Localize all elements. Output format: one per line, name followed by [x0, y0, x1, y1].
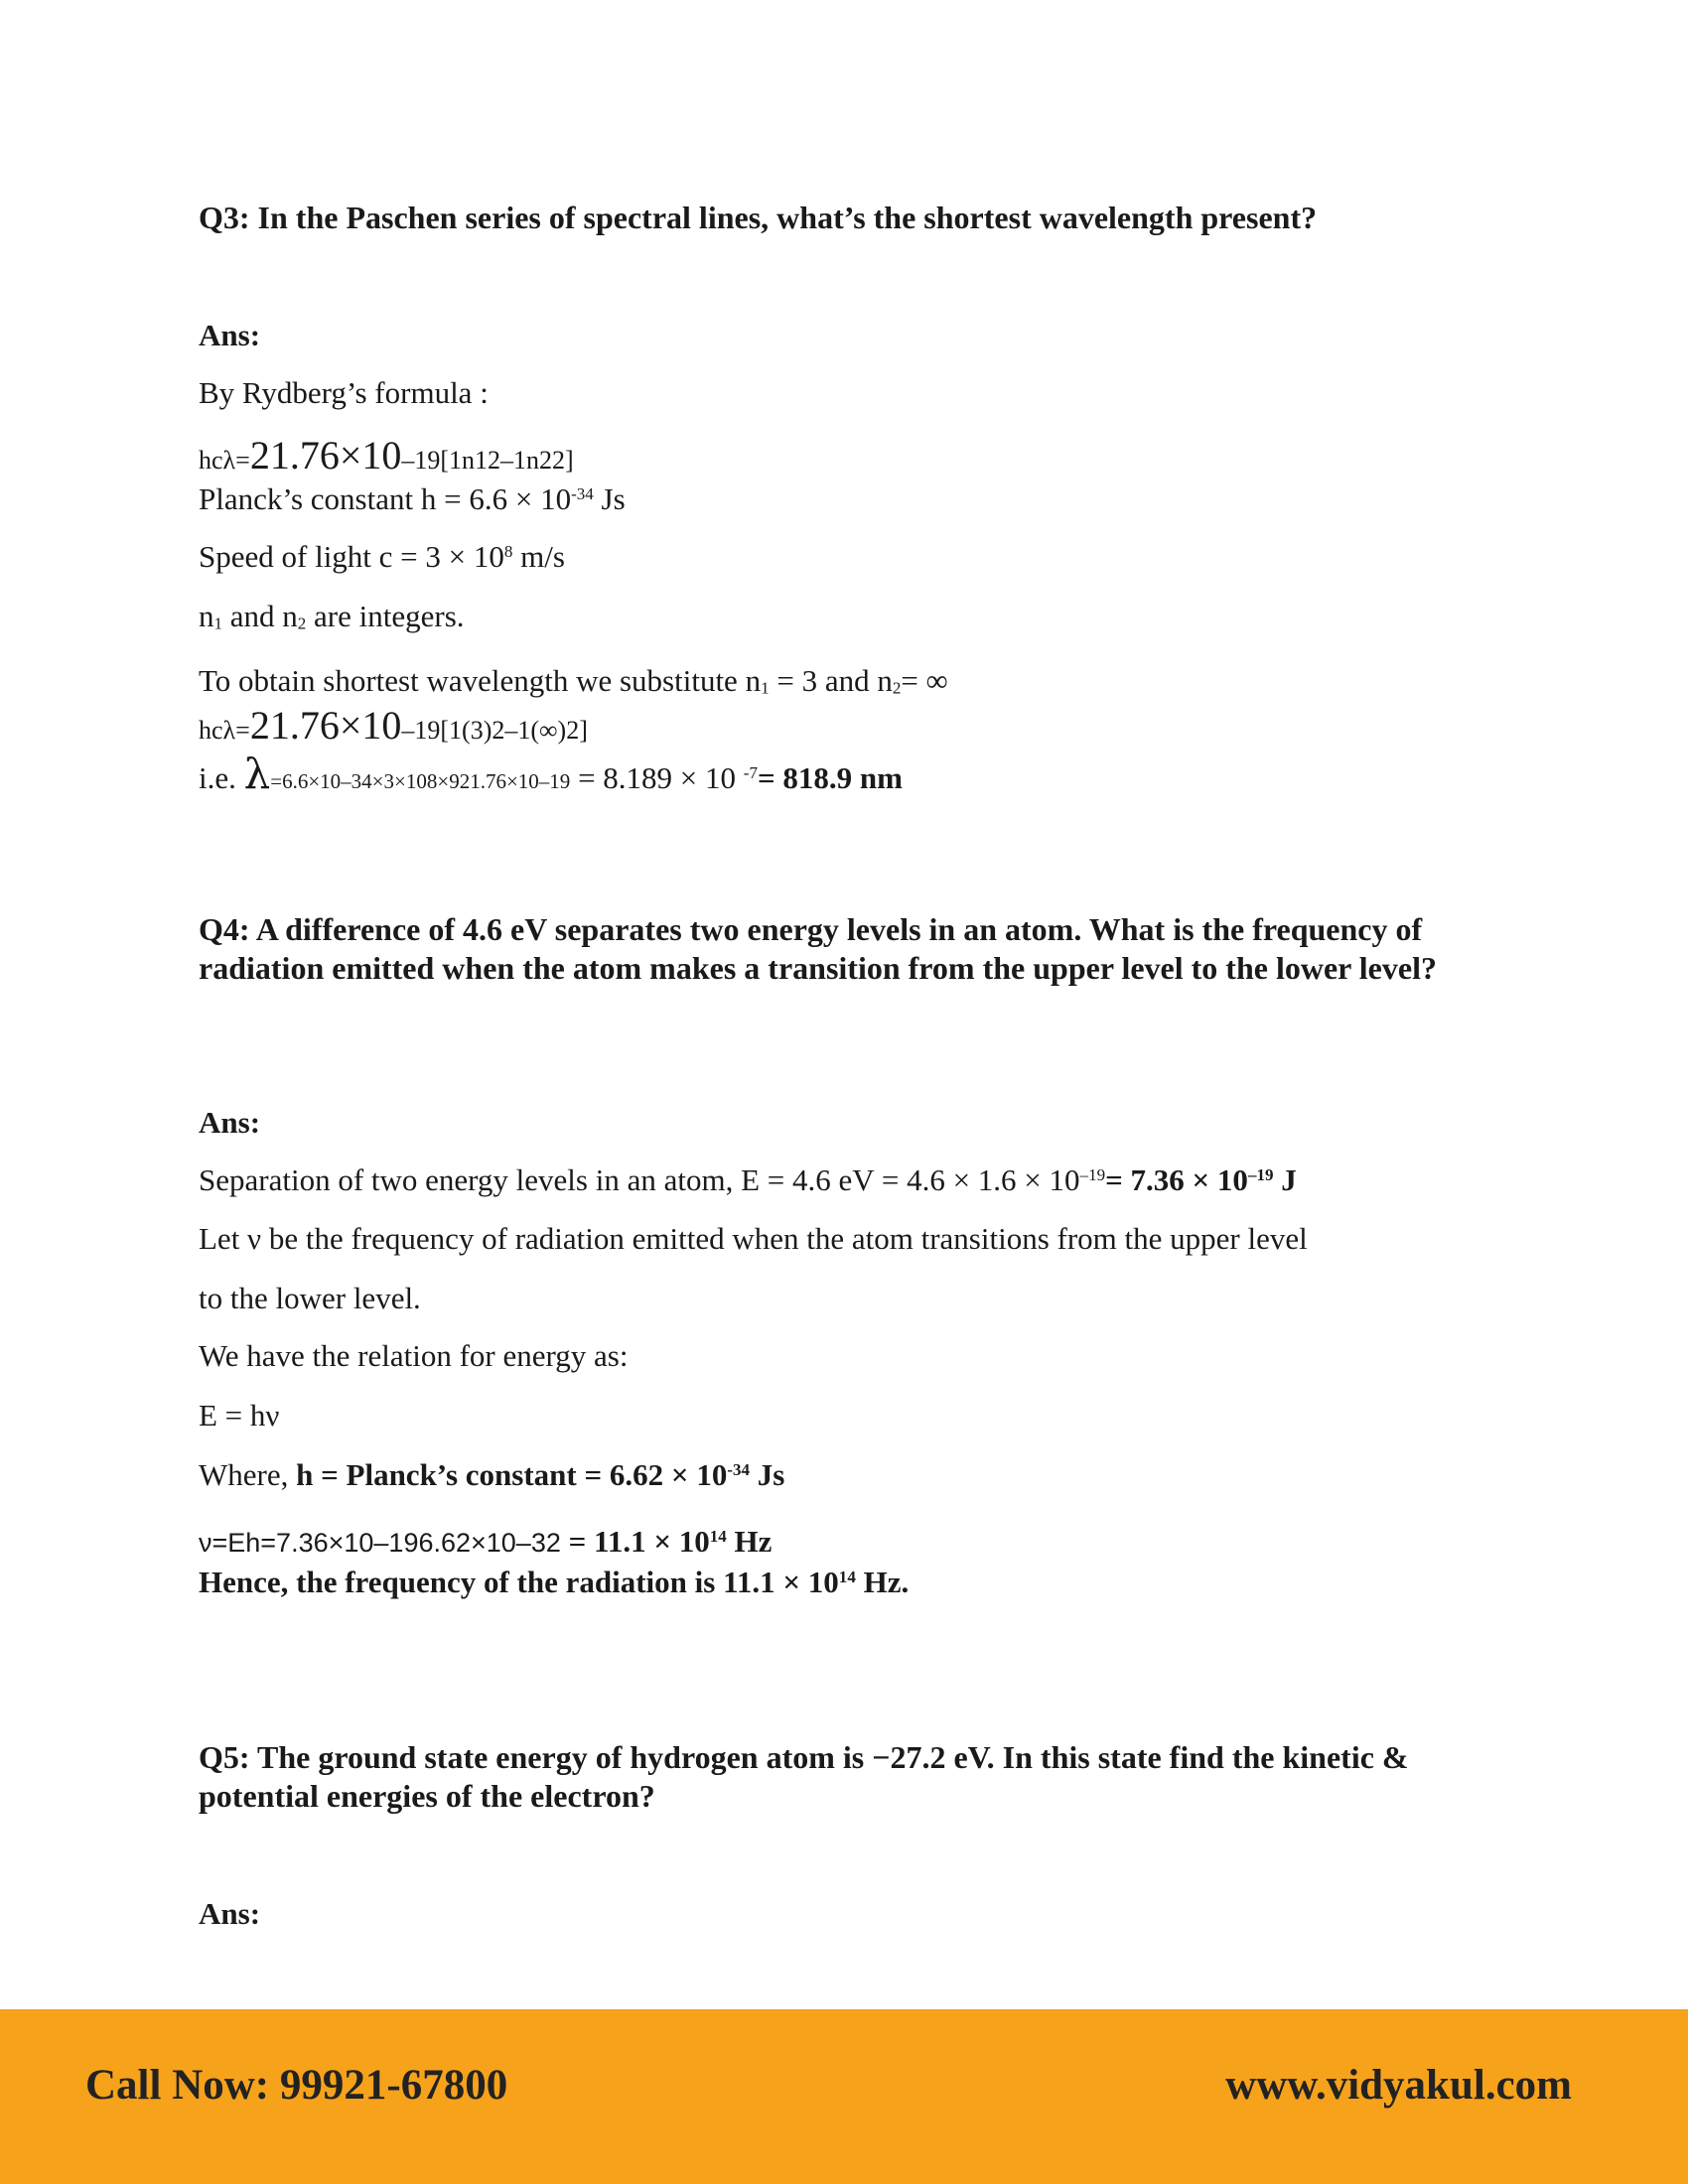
q5-question: Q5: The ground state energy of hydrogen atom is −27.2 eV. In this state find the kinetic & potential energies of the electron? [199, 1739, 1409, 1814]
q4-relation: We have the relation for energy as: [199, 1338, 629, 1373]
q3-formula-1: hcλ=21.76×10–19[1n12–1n22] [199, 433, 574, 478]
q4-e-hv: E = hν [199, 1398, 280, 1433]
q3-ans-label: Ans: [199, 318, 261, 352]
q4-hence: Hence, the frequency of the radiation is $11.1 \times 10^{14}$ Hz. [199, 1565, 910, 1599]
q3-formula-2: hcλ=21.76×10–19[1(3)2–1(∞)2] [199, 703, 588, 748]
q3-speed: Speed of light $c = 3 \times 10^8$ m/s [199, 539, 565, 574]
q4-ans-label: Ans: [199, 1105, 261, 1140]
q5-ans-label: Ans: [199, 1896, 261, 1931]
q3-result: i.e. λ=6.6×10–34×3×108×921.76×10–19 = 8.189 × 10 $^{-7}$= 818.9 nm [199, 750, 903, 798]
q4-separation: Separation of two energy levels in an atom, E = 4.6 eV = $4.6 \times 1.6 \times 10^{-19}= 7.36 \times 10^{-19}$ J [199, 1162, 1297, 1197]
q4-let-line-1: Let ν be the frequency of radiation emitted when the atom transitions from the upper level [199, 1221, 1308, 1256]
call-now-text[interactable]: Call Now: 99921-67800 [85, 2062, 508, 2109]
website-link[interactable]: www.vidyakul.com [1225, 2062, 1572, 2109]
q4-let-line-2: to the lower level. [199, 1281, 421, 1315]
q3-integers: n1 and n2 are integers. [199, 599, 465, 633]
q3-rydberg-text: By Rydberg’s formula : [199, 375, 489, 410]
q4-where: Where, h = Planck’s constant = $6.62 \times 10^{-34}$ Js [199, 1457, 785, 1492]
q3-obtain: To obtain shortest wavelength we substitute n1 = 3 and n2= ∞ [199, 663, 948, 698]
q4-nu-formula: $\nu=Eh=7.36\times 10-196.62\times 10-32 = 11.1 \times 10^{14}$ Hz [199, 1524, 773, 1559]
footer-bar [0, 2009, 1688, 2184]
q3-planck: Planck’s constant $h = 6.6 \times 10^{-34}$ Js [199, 481, 626, 516]
q3-question: Q3: In the Paschen series of spectral lines, what’s the shortest wavelength present? [199, 200, 1318, 235]
q4-question: Q4: A difference of 4.6 eV separates two energy levels in an atom. What is the frequency of radiation emitted when the atom makes a transition from the upper level to the lower level? [199, 911, 1437, 986]
